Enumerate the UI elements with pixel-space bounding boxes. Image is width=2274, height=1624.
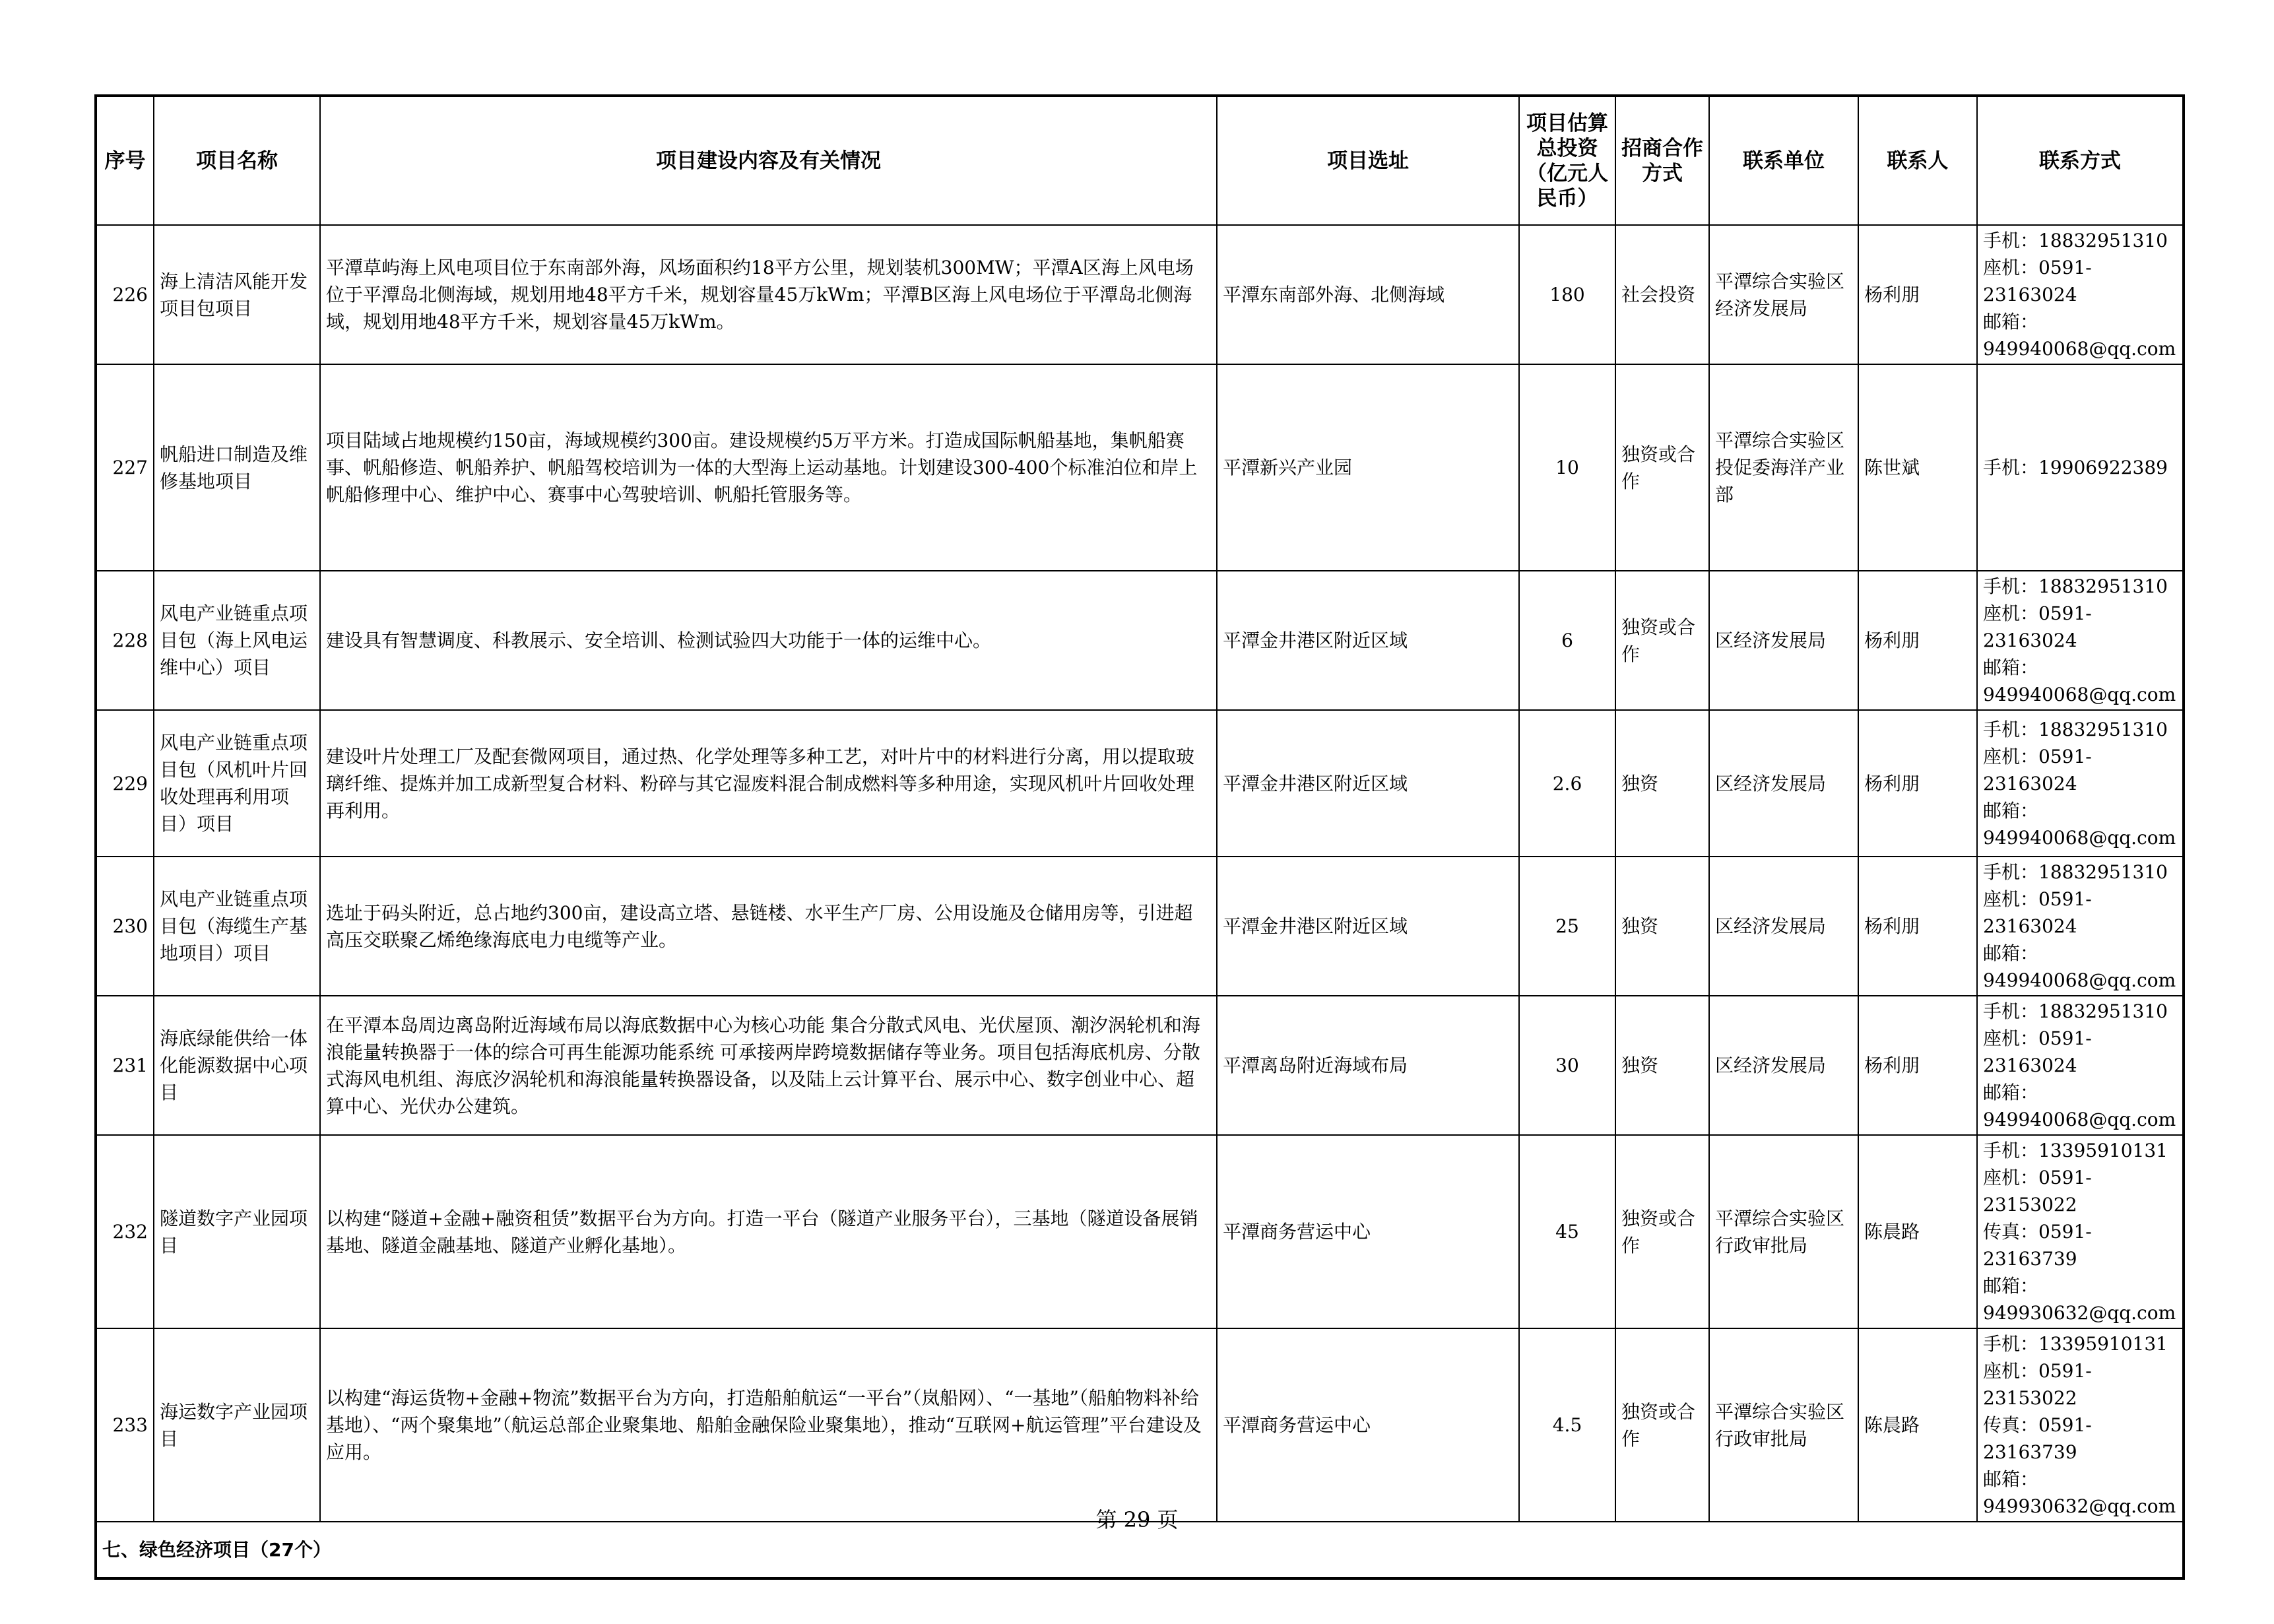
cell-site: 平潭离岛附近海域布局 [1217,996,1519,1135]
cell-mode: 独资 [1615,710,1709,857]
cell-unit: 平潭综合实验区投促委海洋产业部 [1709,364,1858,571]
cell-desc: 项目陆域占地规模约150亩，海域规模约300亩。建设规模约5万平方米。打造成国际帆船基地，集帆船赛事、帆船修造、帆船养护、帆船驾校培训为一体的大型海上运动基地。计划建设300-400个标准泊位和岸上帆船修理中心、维护中心、赛事中心驾驶培训、帆船托管服务等。 [320,364,1217,571]
cell-invest: 45 [1519,1135,1615,1328]
cell-person: 陈晨路 [1858,1328,1977,1522]
cell-desc: 选址于码头附近，总占地约300亩，建设高立塔、悬链楼、水平生产厂房、公用设施及仓储用房等，引进超高压交联聚乙烯绝缘海底电力电缆等产业。 [320,857,1217,996]
cell-site: 平潭金井港区附近区域 [1217,571,1519,710]
cell-unit: 区经济发展局 [1709,710,1858,857]
cell-invest: 180 [1519,225,1615,364]
cell-invest: 25 [1519,857,1615,996]
table-row [96,571,2184,710]
cell-mode: 独资或合作 [1615,571,1709,710]
cell-invest: 6 [1519,571,1615,710]
cell-invest: 4.5 [1519,1328,1615,1522]
cell-unit: 平潭综合实验区行政审批局 [1709,1328,1858,1522]
cell-desc: 以构建“隧道+金融+融资租赁”数据平台为方向。打造一平台（隧道产业服务平台），三基地（隧道设备展销基地、隧道金融基地、隧道产业孵化基地）。 [320,1135,1217,1328]
header-person: 联系人 [1858,96,1977,225]
cell-site: 平潭商务营运中心 [1217,1135,1519,1328]
cell-mode: 独资或合作 [1615,1135,1709,1328]
cell-desc: 以构建“海运货物+金融+物流”数据平台为方向，打造船舶航运“一平台”（岚船网）、“一基地”（船舶物料补给基地）、“两个聚集地”（航运总部企业聚集地、船舶金融保险业聚集地），推动“互联网+航运管理”平台建设及应用。 [320,1328,1217,1522]
cell-contact: 手机：13395910131 座机：0591-23153022 传真：0591-23163739 邮箱：949930632@qq.com [1977,1135,2184,1328]
header-unit: 联系单位 [1709,96,1858,225]
cell-mode: 社会投资 [1615,225,1709,364]
cell-contact: 手机：18832951310 座机：0591-23163024 邮箱：949940068@qq.com [1977,710,2184,857]
header-row [96,96,2184,225]
section-title: 七、绿色经济项目（27个） [96,1522,2184,1578]
header-contact: 联系方式 [1977,96,2184,225]
table-row [96,857,2184,996]
table-row [96,710,2184,857]
cell-site: 平潭新兴产业园 [1217,364,1519,571]
cell-person: 杨利朋 [1858,571,1977,710]
cell-unit: 区经济发展局 [1709,996,1858,1135]
cell-invest: 10 [1519,364,1615,571]
cell-person: 杨利朋 [1858,996,1977,1135]
cell-name: 隧道数字产业园项目 [154,1135,320,1328]
cell-no: 229 [96,710,154,857]
cell-contact: 手机：13395910131 座机：0591-23153022 传真：0591-23163739 邮箱：949930632@qq.com [1977,1328,2184,1522]
header-name: 项目名称 [154,96,320,225]
cell-desc: 平潭草屿海上风电项目位于东南部外海，风场面积约18平方公里，规划装机300MW；平潭A区海上风电场位于平潭岛北侧海域，规划用地48平方千米，规划容量45万kWm；平潭B区海上风电场位于平潭岛北侧海域，规划用地48平方千米，规划容量45万kWm。 [320,225,1217,364]
cell-unit: 区经济发展局 [1709,571,1858,710]
header-mode: 招商合作方式 [1615,96,1709,225]
cell-desc: 建设具有智慧调度、科教展示、安全培训、检测试验四大功能于一体的运维中心。 [320,571,1217,710]
cell-contact: 手机：18832951310 座机：0591-23163024 邮箱：949940068@qq.com [1977,996,2184,1135]
table-row [96,1328,2184,1522]
cell-contact: 手机：18832951310 座机：0591-23163024 邮箱：949940068@qq.com [1977,225,2184,364]
table-row [96,1135,2184,1328]
cell-name: 风电产业链重点项目包（海缆生产基地项目）项目 [154,857,320,996]
header-site: 项目选址 [1217,96,1519,225]
cell-site: 平潭金井港区附近区域 [1217,710,1519,857]
cell-unit: 平潭综合实验区经济发展局 [1709,225,1858,364]
cell-no: 228 [96,571,154,710]
cell-person: 杨利朋 [1858,225,1977,364]
cell-desc: 在平潭本岛周边离岛附近海域布局以海底数据中心为核心功能 集合分散式风电、光伏屋顶、潮汐涡轮机和海浪能量转换器于一体的综合可再生能源功能系统 可承接两岸跨境数据储存等业务。项目包括海底机房、分散式海风电机组、海底汐涡轮机和海浪能量转换器设备，以及陆上云计算平台、展示中心、数字创业中心、超算中心、光伏办公建筑。 [320,996,1217,1135]
cell-person: 陈世斌 [1858,364,1977,571]
table-row [96,364,2184,571]
cell-contact: 手机：18832951310 座机：0591-23163024 邮箱：949940068@qq.com [1977,571,2184,710]
cell-desc: 建设叶片处理工厂及配套微网项目，通过热、化学处理等多种工艺，对叶片中的材料进行分离，用以提取玻璃纤维、提炼并加工成新型复合材料、粉碎与其它湿废料混合制成燃料等多种用途，实现风机叶片回收处理再利用。 [320,710,1217,857]
cell-mode: 独资或合作 [1615,364,1709,571]
cell-name: 海上清洁风能开发项目包项目 [154,225,320,364]
cell-person: 杨利朋 [1858,710,1977,857]
cell-no: 233 [96,1328,154,1522]
header-no: 序号 [96,96,154,225]
project-table [94,94,2185,1580]
cell-site: 平潭东南部外海、北侧海域 [1217,225,1519,364]
cell-site: 平潭商务营运中心 [1217,1328,1519,1522]
cell-unit: 平潭综合实验区行政审批局 [1709,1135,1858,1328]
cell-invest: 30 [1519,996,1615,1135]
cell-mode: 独资 [1615,996,1709,1135]
cell-invest: 2.6 [1519,710,1615,857]
cell-unit: 区经济发展局 [1709,857,1858,996]
cell-no: 227 [96,364,154,571]
cell-name: 海底绿能供给一体化能源数据中心项目 [154,996,320,1135]
table-row [96,996,2184,1135]
cell-no: 226 [96,225,154,364]
header-desc: 项目建设内容及有关情况 [320,96,1217,225]
cell-name: 风电产业链重点项目包（风机叶片回收处理再利用项目）项目 [154,710,320,857]
cell-mode: 独资或合作 [1615,1328,1709,1522]
cell-contact: 手机：18832951310 座机：0591-23163024 邮箱：949940068@qq.com [1977,857,2184,996]
cell-site: 平潭金井港区附近区域 [1217,857,1519,996]
cell-name: 风电产业链重点项目包（海上风电运维中心）项目 [154,571,320,710]
cell-person: 杨利朋 [1858,857,1977,996]
header-invest: 项目估算总投资（亿元人民币） [1519,96,1615,225]
cell-no: 232 [96,1135,154,1328]
page-number: 第 29 页 [1095,1507,1179,1532]
table-row [96,225,2184,364]
cell-no: 230 [96,857,154,996]
cell-name: 海运数字产业园项目 [154,1328,320,1522]
cell-person: 陈晨路 [1858,1135,1977,1328]
cell-no: 231 [96,996,154,1135]
cell-contact: 手机：19906922389 [1977,364,2184,571]
cell-name: 帆船进口制造及维修基地项目 [154,364,320,571]
cell-mode: 独资 [1615,857,1709,996]
